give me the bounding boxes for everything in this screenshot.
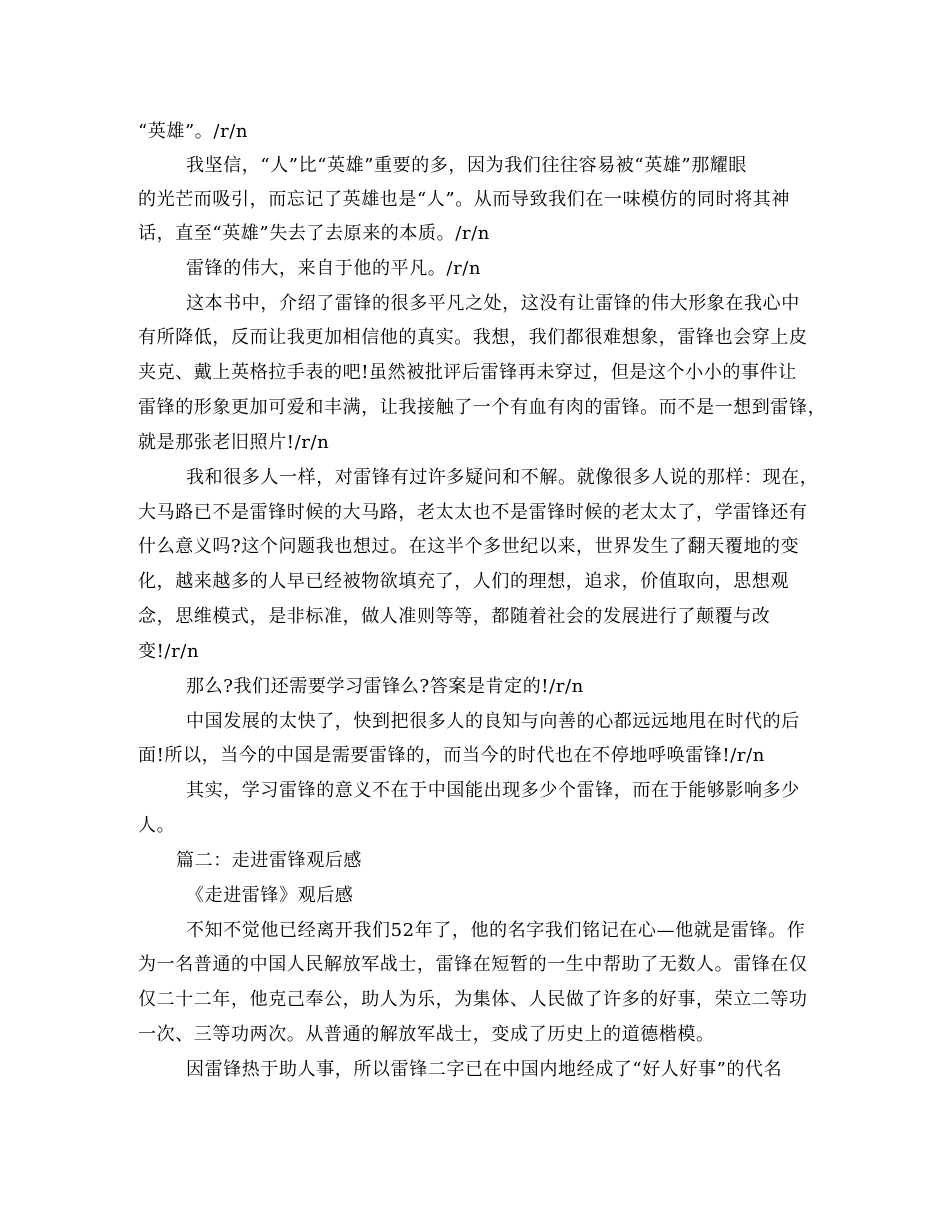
paragraph-start: 我和很多人一样，对雷锋有过许多疑问和不解。就像很多人说的那样：现在， (186, 467, 819, 488)
text-line: 一次、三等功两次。从普通的解放军战士，变成了历史上的道德楷模。 (138, 1024, 715, 1045)
text-line: 大马路已不是雷锋时候的大马路，老太太也不是雷锋时候的老太太了，学雷锋还有 (138, 502, 808, 523)
text-line: 话，直至“英雄”失去了去原来的本质。/r/n (138, 223, 490, 244)
text-line: 为一名普通的中国人民解放军战士，雷锋在短暂的一生中帮助了无数人。雷锋在仅 (138, 954, 808, 975)
text-line: 变!/r/n (138, 641, 200, 662)
paragraph-start: 因雷锋热于助人事，所以雷锋二字已在中国内地经成了“好人好事”的代名 (186, 1059, 783, 1080)
paragraph-start: 不知不觉他已经离开我们52年了，他的名字我们铭记在心—他就是雷锋。作 (186, 920, 806, 941)
text-line: 的光芒而吸引，而忘记了英雄也是“人”。从而导致我们在一味模仿的同时将其神 (138, 189, 791, 210)
paragraph-start: 那么?我们还需要学习雷锋么?答案是肯定的!/r/n (186, 676, 584, 697)
text-line: 仅二十二年，他克己奉公，助人为乐，为集体、人民做了许多的好事，荣立二等功 (138, 989, 808, 1010)
text-line: 化，越来越多的人早已经被物欲填充了，人们的理想，追求，价值取向，思想观 (138, 571, 789, 592)
text-line: “英雄”。/r/n (138, 121, 249, 142)
text-line: 有所降低，反而让我更加相信他的真实。我想，我们都很难想象，雷锋也会穿上皮 (138, 327, 808, 348)
text-line: 雷锋的形象更加可爱和丰满，让我接触了一个有血有肉的雷锋。而不是一想到雷锋， (138, 397, 827, 418)
paragraph-start: 其实，学习雷锋的意义不在于中国能出现多少个雷锋，而在于能够影响多少 (186, 780, 800, 801)
article-title: 《走进雷锋》观后感 (186, 885, 354, 906)
paragraph-start: 中国发展的太快了，快到把很多人的良知与向善的心都远远地甩在时代的后 (186, 711, 800, 732)
text-line: 就是那张老旧照片!/r/n (138, 432, 330, 453)
text-line: 什么意义吗?这个问题我也想过。在这半个多世纪以来，世界发生了翻天覆地的变 (138, 536, 800, 557)
paragraph-start: 雷锋的伟大，来自于他的平凡。/r/n (186, 258, 482, 279)
section-heading: 篇二：走进雷锋观后感 (176, 850, 362, 871)
paragraph-start: 我坚信，“人”比“英雄”重要的多，因为我们往往容易被“英雄”那耀眼 (186, 155, 748, 176)
text-line: 夹克、戴上英格拉手表的吧!虽然被批评后雷锋再未穿过，但是这个小小的事件让 (138, 362, 797, 383)
text-line: 念，思维模式，是非标准，做人准则等等，都随着社会的发展进行了颠覆与改 (138, 606, 771, 627)
paragraph-start: 这本书中，介绍了雷锋的很多平凡之处，这没有让雷锋的伟大形象在我心中 (186, 293, 800, 314)
text-line: 面!所以，当今的中国是需要雷锋的，而当今的时代也在不停地呼唤雷锋!/r/n (138, 745, 765, 766)
text-line: 人。 (138, 815, 176, 836)
